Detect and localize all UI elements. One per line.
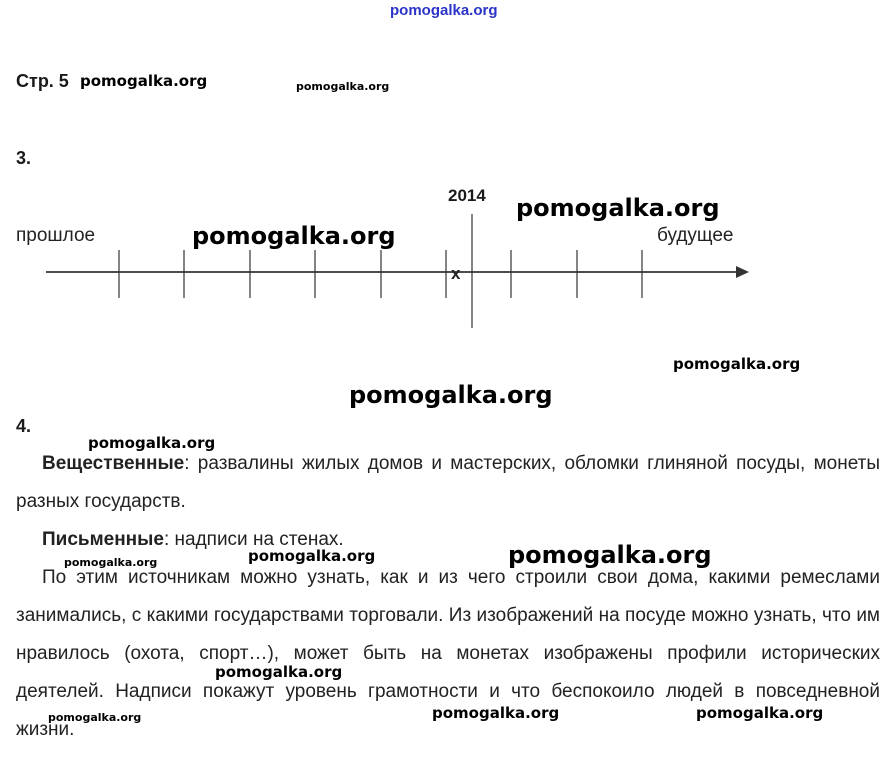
timeline-marker: x: [451, 264, 461, 283]
timeline-past-label: прошлое: [16, 225, 96, 246]
watermark: pomogalka.org: [48, 711, 142, 724]
watermark: pomogalka.org: [248, 547, 376, 565]
watermark: pomogalka.org: [516, 194, 720, 222]
material-sources-term: Вещественные: [42, 453, 185, 474]
timeline-year-label: 2014: [448, 186, 486, 205]
written-sources-paragraph: [16, 521, 880, 559]
watermark: pomogalka.org: [192, 222, 396, 250]
watermark: pomogalka.org: [673, 355, 801, 373]
material-sources-text: : развалины жилых домов и мастерских, обломки глиняной посуды, монеты разных государств.: [16, 453, 880, 512]
watermark: pomogalka.org: [64, 556, 158, 569]
page-label: Стр. 5: [16, 71, 69, 91]
timeline-future-label: будущее: [657, 225, 734, 246]
task-3-number: 3.: [16, 148, 32, 168]
watermark: pomogalka.org: [215, 663, 343, 681]
watermark: pomogalka.org: [349, 381, 553, 409]
watermark: pomogalka.org: [296, 80, 390, 93]
watermark: pomogalka.org: [88, 434, 216, 452]
timeline-arrowhead: [736, 266, 749, 278]
watermark-top: pomogalka.org: [390, 2, 498, 19]
conclusion-paragraph: По этим источникам можно узнать, как и из чего строили свои дома, какими ремеслами занимались, с какими государствами торговали. Из изображений на посуде можно узнать, что им нравилось (охота, спорт…), может быть на монетах изображены профили исторических деятелей. Надписи покажут уровень грамотности и что беспокоило людей в повседневной жизни.: [16, 567, 880, 740]
timeline-diagram: [0, 0, 894, 340]
watermark: pomogalka.org: [80, 72, 208, 90]
watermark: pomogalka.org: [696, 704, 824, 722]
watermark: pomogalka.org: [508, 541, 712, 569]
written-sources-term: Письменные: [42, 529, 164, 550]
written-sources-text: : надписи на стенах.: [163, 529, 344, 550]
material-sources-paragraph: [16, 445, 880, 521]
task-4-number: 4.: [16, 416, 32, 436]
watermark: pomogalka.org: [432, 704, 560, 722]
